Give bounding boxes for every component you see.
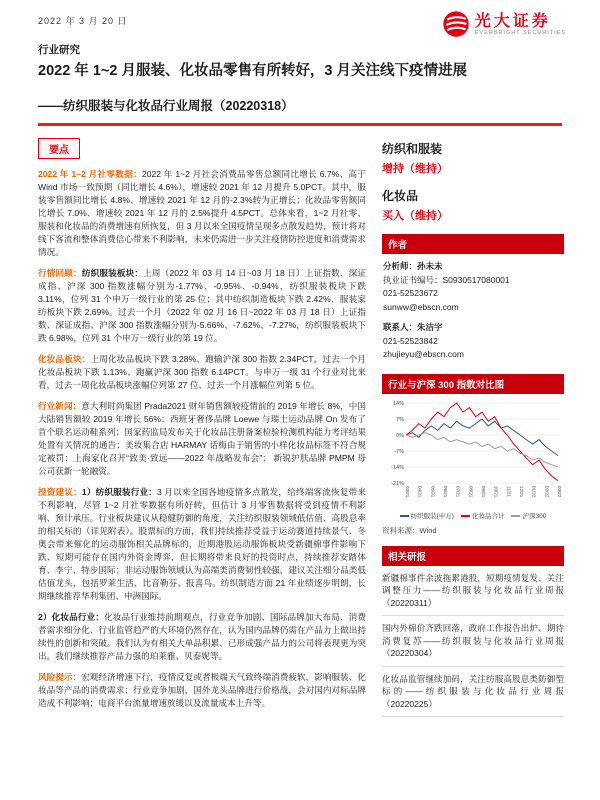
svg-text:09/21: 09/21 — [481, 485, 486, 497]
chart-section-header: 行业与沪深 300 指数对比图 — [382, 374, 564, 394]
industry-name: 纺织和服装 — [382, 142, 443, 156]
report-category: 行业研究 — [38, 44, 80, 56]
paragraph-market-review — [38, 267, 366, 345]
svg-text:01/22: 01/22 — [531, 485, 537, 497]
contact-email: zhujieyu@ebscn.com — [383, 349, 464, 359]
rating-block-textile — [382, 140, 564, 176]
paragraph-risk-warning — [38, 671, 366, 710]
paragraph-sublead: 2）化妆品行业： — [38, 612, 105, 622]
svg-text:03/22: 03/22 — [557, 485, 562, 497]
paragraph-sublead: 1）纺织服装行业： — [81, 487, 158, 497]
related-reports-header: 相关研报 — [382, 546, 564, 566]
industry-name: 化妆品 — [382, 189, 419, 203]
svg-text:-7%: -7% — [394, 448, 404, 455]
paragraph-lead: 行情回顾： — [38, 268, 82, 278]
report-title: 2022 年 1~2 月服装、化妆品零售有所转好，3 月关注线下疫情进展 — [38, 63, 468, 79]
report-date: 2022 年 3 月 20 日 — [38, 16, 128, 26]
brand-text — [475, 13, 566, 36]
keypoint-badge: 要点 — [38, 138, 80, 159]
paragraph-cosmetics-sector — [38, 353, 366, 392]
svg-text:03/21: 03/21 — [405, 485, 410, 497]
paragraph-cosmetics-advice — [38, 611, 366, 663]
paragraph-retail-data — [38, 168, 366, 259]
brand-name-en: EVERBRIGHT SECURITIES — [474, 29, 566, 36]
paragraph-body: 上周（2022 年 03 月 14 日~03 月 18 日）上证指数、深证成指、沪深 300 指数涨幅分别为-1.77%、-0.95%、-0.94%，纺织服装板块下跌 3.11%，位列 31 个申万一级行业的第 25 位；其中纺织制造板块下跌 2.42%、服装家纺板块下跌 2.69%。过去一个月（2022 年 02 月 16 日~2022 年 03 月 18 日）上证指数、深证成指、沪深 300 指数涨幅分别为-5.66%、-7.62%、-7.27%，纺织服装板块下跌 6.98%，位列 31 个申万一级行业的第 19 位。 — [38, 268, 366, 343]
related-report-item: 国内外棉价齐跌回落，政府工作报告出炉、期待消费复苏——纺织服装与化妆品行业周报（20220304） — [382, 616, 564, 667]
paragraph-lead: 化妆品板块： — [38, 354, 91, 364]
svg-text:11/21: 11/21 — [506, 485, 512, 497]
svg-text:07/21: 07/21 — [455, 485, 461, 497]
paragraph-sublead: 纺织服装板块： — [81, 268, 144, 278]
paragraph-body: 3 月以来全国各地疫情多点散发，给终端客流恢复带来不利影响，尽管 1~2 月社零数据有所好转，但估计 3 月零售数据将受到疫情不利影响、预计承压。行业板块建议从稳健防御的角度，关注纺织服装领域低估值、高股息率的相关标的（详见附表）。股票标的方面，我们持续推荐受益于运动赛道持续景气、冬奥会带来催化的运动服饰相关品牌标的，近期港股运动服饰板块受新疆棉事件影响下跌、短期可能存在国内外资金博弈，但长期将带来良好的投资时点，持续推荐安踏体育、李宁、特步国际；非运动服饰领域认为高端类消费韧性较强，建议关注细分品类低估值龙头，包括罗莱生活、比音勒芬、报喜鸟。纺织制造方面 21 年业绩逐步明朗，长期继续推荐华利集团、申洲国际。 — [38, 487, 366, 601]
paragraph-body: 上周化妆品板块下跌 3.28%、跑输沪深 300 指数 2.34PCT。过去一个月化妆品板块下跌 1.13%、跑赢沪深 300 指数 6.14PCT。与申万一级 31 个行业对比来看，过去一周化妆品板块涨幅位列第 27 位、过去一个月涨幅位列第 5 位。 — [38, 354, 366, 390]
rating-block-cosmetics — [382, 187, 564, 223]
analyst-email: sunww@ebscn.com — [383, 301, 459, 312]
paragraph-lead: 行业新闻： — [38, 401, 82, 411]
analyst-phone: 021-52523672 — [383, 288, 438, 298]
sidebar — [382, 138, 564, 717]
paragraph-body: 宏观经济增速下行，疫情反复或者极端天气致终端消费疲软，影响服装、化妆品等产品的消费需求；行业竞争加剧，国外龙头品牌进行价格战，会对国内对标品牌造成不利影响；电商平台流量增速放缓以及流量成本上升等。 — [38, 672, 366, 708]
svg-text:-21%: -21% — [391, 480, 404, 487]
paragraph-investment-advice — [38, 486, 366, 603]
svg-text:06/21: 06/21 — [443, 485, 448, 497]
brand-name: 光大证券 — [474, 12, 551, 30]
contact-phone: 021-52523842 — [383, 335, 438, 346]
svg-text:7%: 7% — [396, 416, 404, 423]
svg-text:0%: 0% — [396, 432, 404, 439]
related-report-item: 新疆棉事件余波拖累港股，短期疫情复发、关注调整压力——纺织服装与化妆品行业周报（20220311） — [382, 566, 564, 617]
svg-text:08/21: 08/21 — [468, 485, 474, 497]
paragraph-industry-news — [38, 400, 366, 478]
industry-index-chart — [382, 398, 564, 510]
industry-rating-value: 增持（维持） — [382, 163, 448, 175]
svg-text:05/21: 05/21 — [430, 485, 436, 497]
svg-text:10/21: 10/21 — [493, 485, 499, 497]
paragraph-lead: 投资建议： — [38, 487, 82, 497]
report-subtitle: ——纺织服装与化妆品行业周报（20220318） — [38, 99, 294, 113]
related-report-item: 化妆品监管继续加码，关注纺服高股息类防御型标的——纺织服装与化妆品行业周报（20220225） — [382, 667, 564, 718]
everbright-logo-icon — [442, 10, 470, 38]
contact-name: 联系人：朱洁宇 — [383, 322, 443, 332]
paragraph-lead: 2022 年 1~2 月社零数据： — [38, 169, 142, 179]
industry-rating-value: 买入（维持） — [382, 210, 448, 222]
paragraph-body: 化妆品行业维持前期观点，行业竞争加剧、国际品牌加大布局、消费者需求细分化、行业监管趋严的大环境仍然存在，认为国内品牌仍需在产品力上做出持续性的创新和突破。我们认为有相关大单品积累、已形成强产品力的公司将表现更为突出。我们继续推荐产品力强的珀莱雅、贝泰妮等。 — [38, 612, 366, 661]
main-content — [38, 138, 366, 718]
brand-logo — [442, 10, 566, 38]
chart-source: 资料来源：Wind — [382, 525, 437, 535]
analyst-license: 执业证书编号：S0930517080001 — [383, 274, 510, 285]
chart-legend: 纺织服装(申万) 化妆品合计 沪深300 — [382, 511, 564, 520]
header-divider — [38, 123, 562, 126]
author-section-header: 作者 — [382, 234, 564, 254]
paragraph-body: 2022 年 1~2 月社会消费品零售总额同比增长 6.7%、高于 Wind 市场一致预期（同比增长 4.6%），增速较 2021 年 12 月提升 5.0PCT。其中，服装零售额同比增长 4.8%、增速较 2021 年 12 月的-2.3%转为正增长；化妆品零售额同比增长 7.0%、增速较 2021 年 12 月的 2.5%提升 4.5PCT。总体来看，1~2 月社零、服装和化妆品的消费增速有所恢复，但 3 月以来全国疫情呈现多点散发趋势，预计将对线下客流和整体消费信心带来不利影响，未来仍需进一步关注疫情防控进度和消费需求情况。 — [38, 169, 366, 257]
paragraph-body: 意大利时尚集团 Prada2021 财年销售额较疫情前的 2019 年增长 8%，中国大陆销售额较 2019 年增长 56%；西班牙奢侈品牌 Loewe 与瑞士运动品牌 On 发布了首个联名运动鞋系列；国家药监局发布关于化妆品注册备案检验检测机构能力考评结果处置有关情况的通告；美妆集合店 HARMAY 话梅由于销售的小样化妆品标签不符合规定被罚；上海家化召开“致美·致远——2022 年战略发布会”； 新锐护肤品牌 PMPM 母公司获新一轮融资。 — [38, 401, 366, 476]
author-block — [382, 254, 564, 364]
svg-text:12/21: 12/21 — [519, 485, 524, 497]
analyst-name: 分析师：孙未未 — [383, 261, 443, 271]
svg-text:-14%: -14% — [391, 464, 404, 471]
svg-text:14%: 14% — [392, 400, 404, 407]
svg-text:02/22: 02/22 — [544, 485, 550, 497]
paragraph-lead: 风险提示： — [38, 672, 82, 682]
svg-text:04/21: 04/21 — [417, 485, 423, 497]
